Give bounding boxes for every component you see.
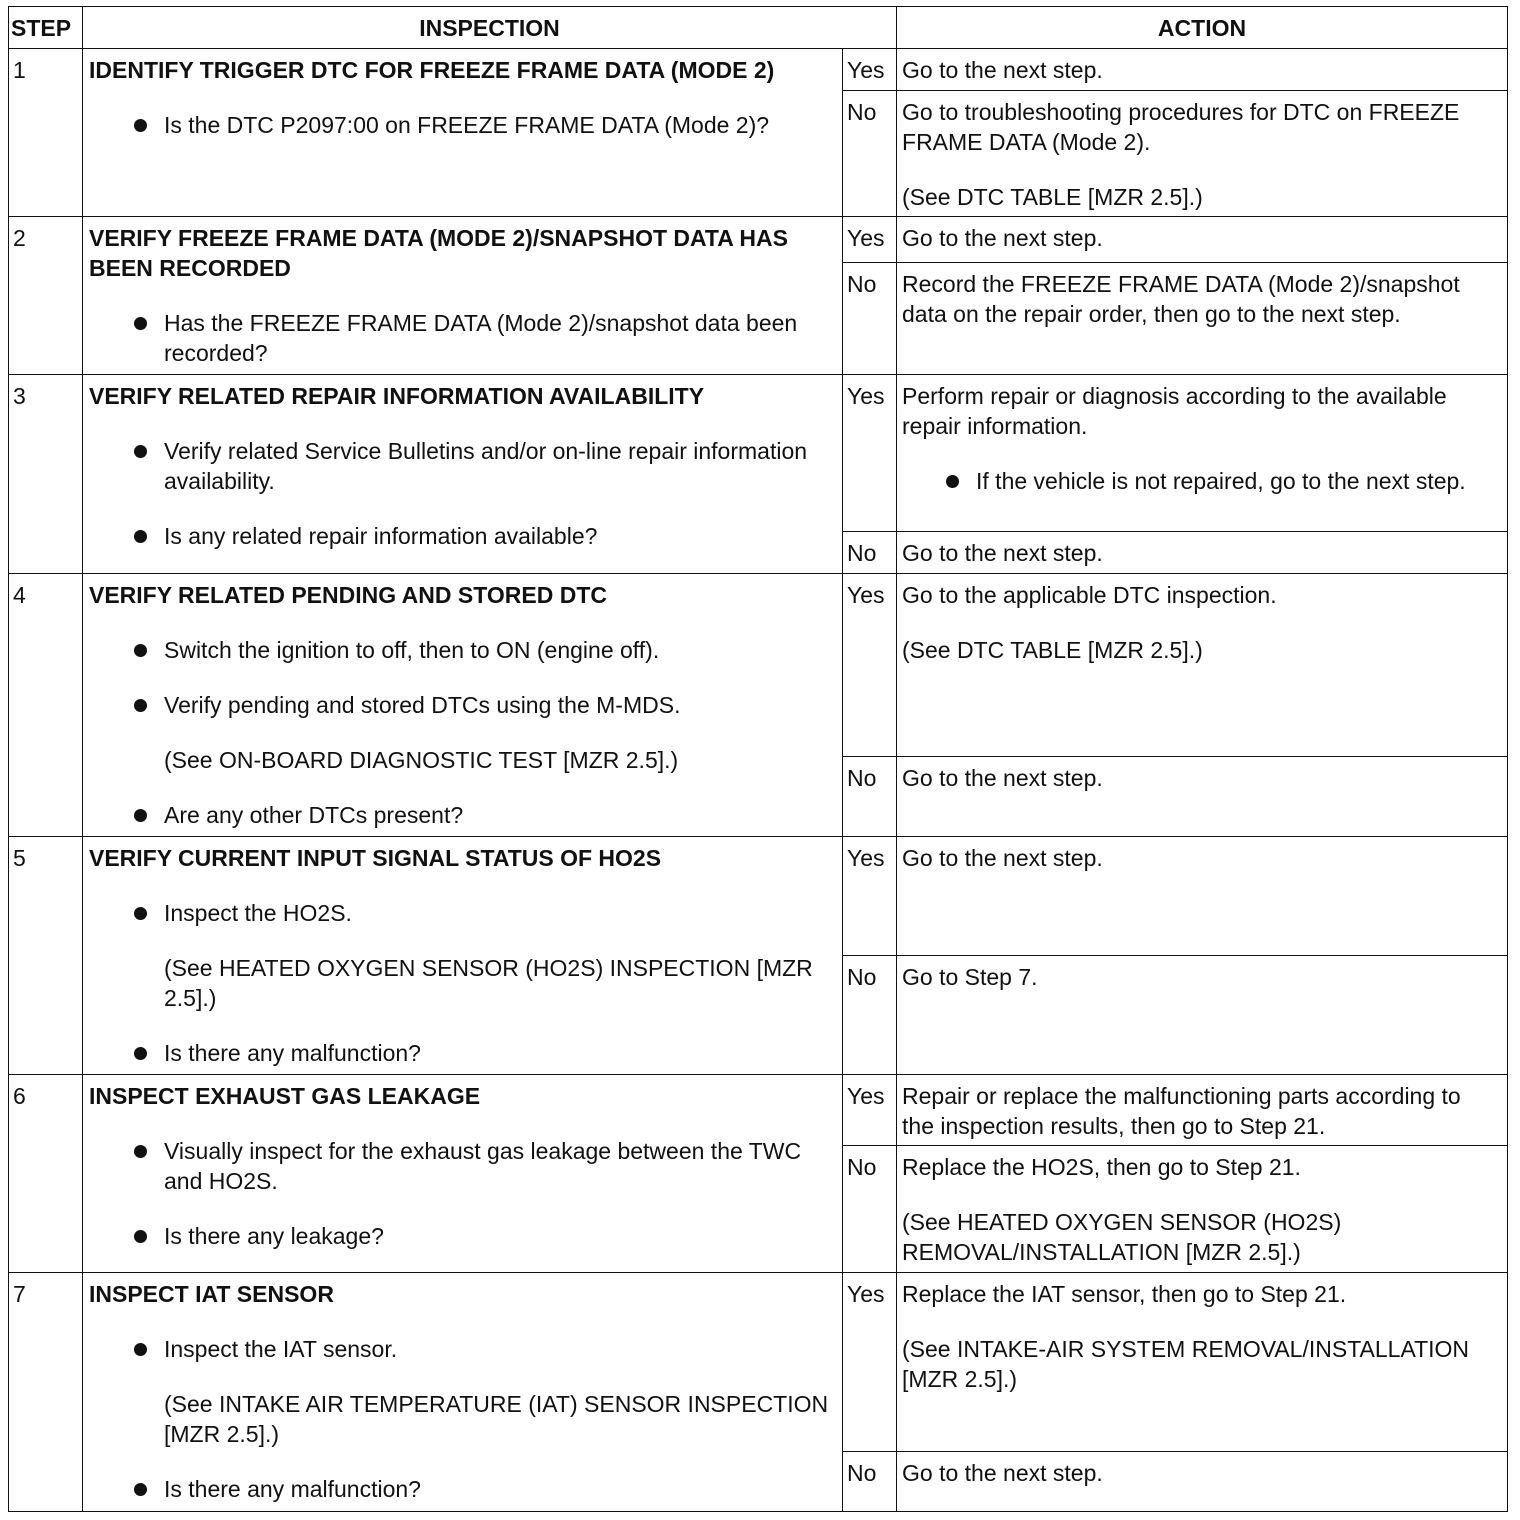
step-number: 1 bbox=[9, 49, 83, 217]
header-step: STEP bbox=[9, 7, 83, 49]
action-text: Go to the next step. bbox=[902, 57, 1103, 84]
inspection-cell bbox=[83, 574, 843, 837]
inspection-title: IDENTIFY TRIGGER DTC FOR FREEZE FRAME DATA (MODE 2) bbox=[89, 57, 775, 84]
action-text: (See INTAKE-AIR SYSTEM REMOVAL/INSTALLATION [MZR 2.5].) bbox=[902, 1336, 1470, 1393]
inspection-cell bbox=[83, 217, 843, 374]
action-text: Perform repair or diagnosis according to the available repair information. bbox=[902, 382, 1447, 439]
yes-label: Yes bbox=[843, 1075, 897, 1146]
action-text: Go to Step 7. bbox=[902, 963, 1038, 990]
action-text: Go to troubleshooting procedures for DTC on FREEZE FRAME DATA (Mode 2). bbox=[902, 99, 1460, 156]
inspection-bullet: Is the DTC P2097:00 on FREEZE FRAME DATA (Mode 2)? bbox=[89, 110, 834, 140]
action-text: Go to the next step. bbox=[902, 765, 1103, 792]
inspection-title: VERIFY CURRENT INPUT SIGNAL STATUS OF HO2S bbox=[89, 844, 662, 871]
yes-label: Yes bbox=[843, 217, 897, 263]
inspection-bullet: Inspect the HO2S. bbox=[89, 898, 834, 928]
step-number: 2 bbox=[9, 217, 83, 374]
no-label: No bbox=[843, 1451, 897, 1511]
yes-action bbox=[897, 374, 1508, 531]
no-label: No bbox=[843, 955, 897, 1074]
yes-action bbox=[897, 217, 1508, 263]
step-row-yes bbox=[9, 49, 1508, 91]
no-action bbox=[897, 1451, 1508, 1511]
no-label: No bbox=[843, 91, 897, 217]
yes-label: Yes bbox=[843, 1273, 897, 1451]
inspection-bullet: Is there any leakage? bbox=[89, 1221, 834, 1251]
inspection-bullet: Are any other DTCs present? bbox=[89, 800, 834, 830]
inspection-title: VERIFY FREEZE FRAME DATA (MODE 2)/SNAPSHOT DATA HAS BEEN RECORDED bbox=[89, 225, 788, 282]
action-text: (See HEATED OXYGEN SENSOR (HO2S) REMOVAL/INSTALLATION [MZR 2.5].) bbox=[902, 1209, 1342, 1266]
no-label: No bbox=[843, 757, 897, 836]
action-text: Repair or replace the malfunctioning parts according to the inspection results, then go to Step 21. bbox=[902, 1083, 1461, 1140]
action-text: Record the FREEZE FRAME DATA (Mode 2)/snapshot data on the repair order, then go to the next step. bbox=[902, 271, 1460, 328]
yes-label: Yes bbox=[843, 374, 897, 531]
no-action bbox=[897, 757, 1508, 836]
inspection-bullet: Verify pending and stored DTCs using the M-MDS. bbox=[89, 690, 834, 720]
inspection-bullet: Visually inspect for the exhaust gas leakage between the TWC and HO2S. bbox=[89, 1136, 834, 1196]
inspection-title: VERIFY RELATED REPAIR INFORMATION AVAILABILITY bbox=[89, 382, 705, 409]
step-row-yes bbox=[9, 574, 1508, 757]
no-action bbox=[897, 532, 1508, 574]
inspection-bullet: Verify related Service Bulletins and/or on-line repair information availability. bbox=[89, 436, 834, 496]
step-number: 7 bbox=[9, 1273, 83, 1512]
inspection-bullet: Is any related repair information available? bbox=[89, 521, 834, 551]
inspection-reference: (See ON-BOARD DIAGNOSTIC TEST [MZR 2.5].) bbox=[164, 747, 679, 774]
action-text: Replace the HO2S, then go to Step 21. bbox=[902, 1154, 1301, 1181]
action-text: Go to the next step. bbox=[902, 540, 1103, 567]
header-row bbox=[9, 7, 1508, 49]
step-number: 6 bbox=[9, 1075, 83, 1273]
yes-action bbox=[897, 574, 1508, 757]
inspection-reference: (See INTAKE AIR TEMPERATURE (IAT) SENSOR INSPECTION [MZR 2.5].) bbox=[164, 1391, 829, 1448]
step-number: 4 bbox=[9, 574, 83, 837]
step-number: 5 bbox=[9, 836, 83, 1074]
inspection-cell bbox=[83, 374, 843, 573]
step-row-yes bbox=[9, 374, 1508, 531]
yes-label: Yes bbox=[843, 49, 897, 91]
no-label: No bbox=[843, 532, 897, 574]
no-action bbox=[897, 263, 1508, 374]
action-text: (See DTC TABLE [MZR 2.5].) bbox=[902, 184, 1203, 211]
action-bullet: If the vehicle is not repaired, go to the next step. bbox=[902, 466, 1499, 496]
inspection-reference: (See HEATED OXYGEN SENSOR (HO2S) INSPECTION [MZR 2.5].) bbox=[164, 954, 813, 1011]
inspection-title: INSPECT EXHAUST GAS LEAKAGE bbox=[89, 1083, 481, 1110]
inspection-title: INSPECT IAT SENSOR bbox=[89, 1281, 334, 1308]
inspection-bullet: Is there any malfunction? bbox=[89, 1038, 834, 1068]
action-text: Go to the next step. bbox=[902, 844, 1103, 871]
no-action bbox=[897, 91, 1508, 217]
inspection-cell bbox=[83, 1273, 843, 1512]
inspection-cell bbox=[83, 1075, 843, 1273]
no-action bbox=[897, 955, 1508, 1074]
header-action: ACTION bbox=[897, 7, 1508, 49]
no-action bbox=[897, 1146, 1508, 1273]
inspection-bullet: Switch the ignition to off, then to ON (engine off). bbox=[89, 635, 834, 665]
yes-action bbox=[897, 1075, 1508, 1146]
yes-action bbox=[897, 836, 1508, 955]
step-number: 3 bbox=[9, 374, 83, 573]
inspection-bullet: Inspect the IAT sensor. bbox=[89, 1334, 834, 1364]
inspection-bullet: Is there any malfunction? bbox=[89, 1474, 834, 1504]
step-row-yes bbox=[9, 1273, 1508, 1451]
action-text: Replace the IAT sensor, then go to Step 21. bbox=[902, 1281, 1347, 1308]
action-text: Go to the applicable DTC inspection. bbox=[902, 582, 1277, 609]
inspection-cell bbox=[83, 836, 843, 1074]
step-row-yes bbox=[9, 217, 1508, 263]
header-inspection: INSPECTION bbox=[83, 7, 897, 49]
action-text: Go to the next step. bbox=[902, 1459, 1103, 1486]
step-row-yes bbox=[9, 1075, 1508, 1146]
no-label: No bbox=[843, 1146, 897, 1273]
action-text: (See DTC TABLE [MZR 2.5].) bbox=[902, 637, 1203, 664]
inspection-title: VERIFY RELATED PENDING AND STORED DTC bbox=[89, 582, 607, 609]
action-text: Go to the next step. bbox=[902, 225, 1103, 252]
inspection-cell bbox=[83, 49, 843, 217]
yes-action bbox=[897, 1273, 1508, 1451]
yes-action bbox=[897, 49, 1508, 91]
inspection-bullet: Has the FREEZE FRAME DATA (Mode 2)/snapshot data been recorded? bbox=[89, 308, 834, 368]
yes-label: Yes bbox=[843, 836, 897, 955]
no-label: No bbox=[843, 263, 897, 374]
diagnostic-table bbox=[8, 6, 1508, 1512]
step-row-yes bbox=[9, 836, 1508, 955]
yes-label: Yes bbox=[843, 574, 897, 757]
